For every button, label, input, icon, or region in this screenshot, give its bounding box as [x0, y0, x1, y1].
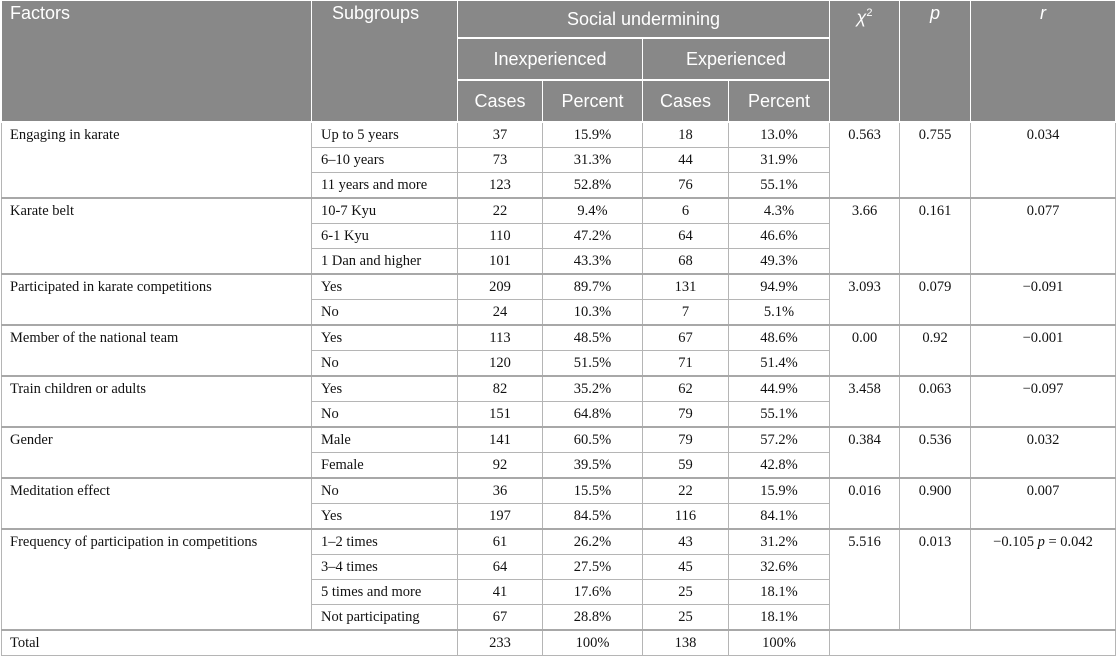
header-subgroups: Subgroups — [312, 1, 458, 123]
results-table — [1, 0, 1116, 656]
exp-cases-cell: 6 — [643, 198, 729, 224]
table-row — [2, 376, 1116, 402]
subgroup-cell: 6–10 years — [312, 148, 458, 173]
total-label: Total — [2, 630, 458, 656]
inexp-cases-cell: 36 — [458, 478, 543, 504]
exp-percent-cell: 51.4% — [729, 351, 830, 377]
inexp-percent-cell: 48.5% — [543, 325, 643, 351]
exp-cases-cell: 131 — [643, 274, 729, 300]
inexp-percent-cell: 9.4% — [543, 198, 643, 224]
header-percent-inexperienced: Percent — [543, 80, 643, 122]
factor-cell: Participated in karate competitions — [2, 274, 312, 325]
p-cell: 0.536 — [900, 427, 971, 478]
inexp-percent-cell: 27.5% — [543, 555, 643, 580]
factor-cell: Train children or adults — [2, 376, 312, 427]
exp-percent-cell: 48.6% — [729, 325, 830, 351]
table-row — [2, 122, 1116, 148]
exp-cases-cell: 62 — [643, 376, 729, 402]
inexp-cases-cell: 197 — [458, 504, 543, 530]
chi2-cell: 0.384 — [830, 427, 900, 478]
exp-cases-cell: 64 — [643, 224, 729, 249]
p-cell: 0.755 — [900, 122, 971, 198]
exp-percent-cell: 44.9% — [729, 376, 830, 402]
total-empty-cell — [830, 630, 1116, 656]
inexp-cases-cell: 113 — [458, 325, 543, 351]
header-inexperienced: Inexperienced — [458, 38, 643, 80]
inexp-percent-cell: 15.5% — [543, 478, 643, 504]
subgroup-cell: Yes — [312, 504, 458, 530]
exp-percent-cell: 49.3% — [729, 249, 830, 275]
inexp-percent-cell: 43.3% — [543, 249, 643, 275]
exp-percent-cell: 31.2% — [729, 529, 830, 555]
r-cell: 0.034 — [971, 122, 1116, 198]
chi2-cell: 3.66 — [830, 198, 900, 274]
inexp-cases-cell: 41 — [458, 580, 543, 605]
header-experienced: Experienced — [643, 38, 830, 80]
p-cell: 0.063 — [900, 376, 971, 427]
exp-percent-cell: 32.6% — [729, 555, 830, 580]
exp-cases-cell: 76 — [643, 173, 729, 199]
exp-percent-cell: 15.9% — [729, 478, 830, 504]
exp-percent-cell: 18.1% — [729, 580, 830, 605]
inexp-cases-cell: 73 — [458, 148, 543, 173]
inexp-cases-cell: 82 — [458, 376, 543, 402]
inexp-cases-cell: 110 — [458, 224, 543, 249]
exp-cases-cell: 71 — [643, 351, 729, 377]
chi2-cell: 0.016 — [830, 478, 900, 529]
exp-cases-cell: 25 — [643, 605, 729, 631]
inexp-cases-cell: 24 — [458, 300, 543, 326]
chi2-cell: 5.516 — [830, 529, 900, 630]
exp-percent-cell: 55.1% — [729, 173, 830, 199]
r-cell: 0.007 — [971, 478, 1116, 529]
exp-percent-cell: 94.9% — [729, 274, 830, 300]
subgroup-cell: 11 years and more — [312, 173, 458, 199]
inexp-percent-cell: 31.3% — [543, 148, 643, 173]
r-cell — [971, 529, 1116, 630]
table-row — [2, 274, 1116, 300]
inexp-cases-cell: 151 — [458, 402, 543, 428]
subgroup-cell: Yes — [312, 274, 458, 300]
exp-cases-cell: 45 — [643, 555, 729, 580]
r-p-label: p — [1037, 534, 1045, 550]
inexp-percent-cell: 28.8% — [543, 605, 643, 631]
factor-cell: Engaging in karate — [2, 122, 312, 198]
chi2-cell: 3.093 — [830, 274, 900, 325]
r-cell: 0.032 — [971, 427, 1116, 478]
p-cell: 0.92 — [900, 325, 971, 376]
subgroup-cell: 6-1 Kyu — [312, 224, 458, 249]
exp-cases-cell: 79 — [643, 427, 729, 453]
exp-percent-cell: 4.3% — [729, 198, 830, 224]
inexp-percent-cell: 39.5% — [543, 453, 643, 479]
inexp-cases-cell: 37 — [458, 122, 543, 148]
table-row — [2, 529, 1116, 555]
header-p: p — [900, 1, 971, 123]
factor-cell: Frequency of participation in competitions — [2, 529, 312, 630]
total-row — [2, 630, 1116, 656]
subgroup-cell: Yes — [312, 376, 458, 402]
exp-percent-cell: 31.9% — [729, 148, 830, 173]
subgroup-cell: No — [312, 478, 458, 504]
exp-percent-cell: 55.1% — [729, 402, 830, 428]
header-cases-inexperienced: Cases — [458, 80, 543, 122]
subgroup-cell: Yes — [312, 325, 458, 351]
inexp-cases-cell: 22 — [458, 198, 543, 224]
header-cases-experienced: Cases — [643, 80, 729, 122]
inexp-cases-cell: 61 — [458, 529, 543, 555]
p-cell: 0.013 — [900, 529, 971, 630]
inexp-percent-cell: 26.2% — [543, 529, 643, 555]
table-row — [2, 427, 1116, 453]
total-exp-cases: 138 — [643, 630, 729, 656]
subgroup-cell: 5 times and more — [312, 580, 458, 605]
inexp-cases-cell: 123 — [458, 173, 543, 199]
inexp-percent-cell: 89.7% — [543, 274, 643, 300]
header-chi2: $\chi^2$ — [830, 1, 900, 123]
subgroup-cell: 1–2 times — [312, 529, 458, 555]
p-cell: 0.161 — [900, 198, 971, 274]
header-social-undermining: Social undermining — [458, 1, 830, 39]
exp-percent-cell: 42.8% — [729, 453, 830, 479]
inexp-percent-cell: 17.6% — [543, 580, 643, 605]
factor-cell: Karate belt — [2, 198, 312, 274]
inexp-percent-cell: 64.8% — [543, 402, 643, 428]
subgroup-cell: Up to 5 years — [312, 122, 458, 148]
inexp-percent-cell: 47.2% — [543, 224, 643, 249]
exp-percent-cell: 18.1% — [729, 605, 830, 631]
header-r: r — [971, 1, 1116, 123]
inexp-cases-cell: 141 — [458, 427, 543, 453]
exp-percent-cell: 57.2% — [729, 427, 830, 453]
inexp-percent-cell: 84.5% — [543, 504, 643, 530]
total-inexp-percent: 100% — [543, 630, 643, 656]
inexp-cases-cell: 209 — [458, 274, 543, 300]
chi2-cell: 0.00 — [830, 325, 900, 376]
exp-cases-cell: 67 — [643, 325, 729, 351]
header-factors: Factors — [2, 1, 312, 123]
exp-cases-cell: 22 — [643, 478, 729, 504]
r-cell: −0.001 — [971, 325, 1116, 376]
exp-cases-cell: 79 — [643, 402, 729, 428]
subgroup-cell: No — [312, 351, 458, 377]
exp-percent-cell: 84.1% — [729, 504, 830, 530]
inexp-cases-cell: 92 — [458, 453, 543, 479]
exp-cases-cell: 68 — [643, 249, 729, 275]
header-percent-experienced: Percent — [729, 80, 830, 122]
table-row — [2, 198, 1116, 224]
r-cell: 0.077 — [971, 198, 1116, 274]
inexp-percent-cell: 51.5% — [543, 351, 643, 377]
exp-cases-cell: 18 — [643, 122, 729, 148]
subgroup-cell: No — [312, 300, 458, 326]
chi2-cell: 3.458 — [830, 376, 900, 427]
subgroup-cell: No — [312, 402, 458, 428]
exp-cases-cell: 25 — [643, 580, 729, 605]
exp-percent-cell: 5.1% — [729, 300, 830, 326]
inexp-percent-cell: 15.9% — [543, 122, 643, 148]
subgroup-cell: Not participating — [312, 605, 458, 631]
exp-cases-cell: 44 — [643, 148, 729, 173]
inexp-percent-cell: 10.3% — [543, 300, 643, 326]
chi2-cell: 0.563 — [830, 122, 900, 198]
subgroup-cell: Male — [312, 427, 458, 453]
p-cell: 0.900 — [900, 478, 971, 529]
subgroup-cell: Female — [312, 453, 458, 479]
factor-cell: Member of the national team — [2, 325, 312, 376]
inexp-percent-cell: 60.5% — [543, 427, 643, 453]
r-p-value: = 0.042 — [1044, 534, 1093, 550]
inexp-cases-cell: 67 — [458, 605, 543, 631]
inexp-cases-cell: 64 — [458, 555, 543, 580]
inexp-percent-cell: 35.2% — [543, 376, 643, 402]
total-exp-percent: 100% — [729, 630, 830, 656]
r-cell: −0.097 — [971, 376, 1116, 427]
exp-percent-cell: 13.0% — [729, 122, 830, 148]
exp-percent-cell: 46.6% — [729, 224, 830, 249]
exp-cases-cell: 43 — [643, 529, 729, 555]
factor-cell: Gender — [2, 427, 312, 478]
table-row — [2, 478, 1116, 504]
exp-cases-cell: 7 — [643, 300, 729, 326]
inexp-cases-cell: 101 — [458, 249, 543, 275]
exp-cases-cell: 59 — [643, 453, 729, 479]
r-cell: −0.091 — [971, 274, 1116, 325]
factor-cell: Meditation effect — [2, 478, 312, 529]
inexp-percent-cell: 52.8% — [543, 173, 643, 199]
p-cell: 0.079 — [900, 274, 971, 325]
subgroup-cell: 3–4 times — [312, 555, 458, 580]
total-inexp-cases: 233 — [458, 630, 543, 656]
r-value: −0.105 — [993, 534, 1034, 550]
subgroup-cell: 10-7 Kyu — [312, 198, 458, 224]
inexp-cases-cell: 120 — [458, 351, 543, 377]
subgroup-cell: 1 Dan and higher — [312, 249, 458, 275]
table-row — [2, 325, 1116, 351]
exp-cases-cell: 116 — [643, 504, 729, 530]
